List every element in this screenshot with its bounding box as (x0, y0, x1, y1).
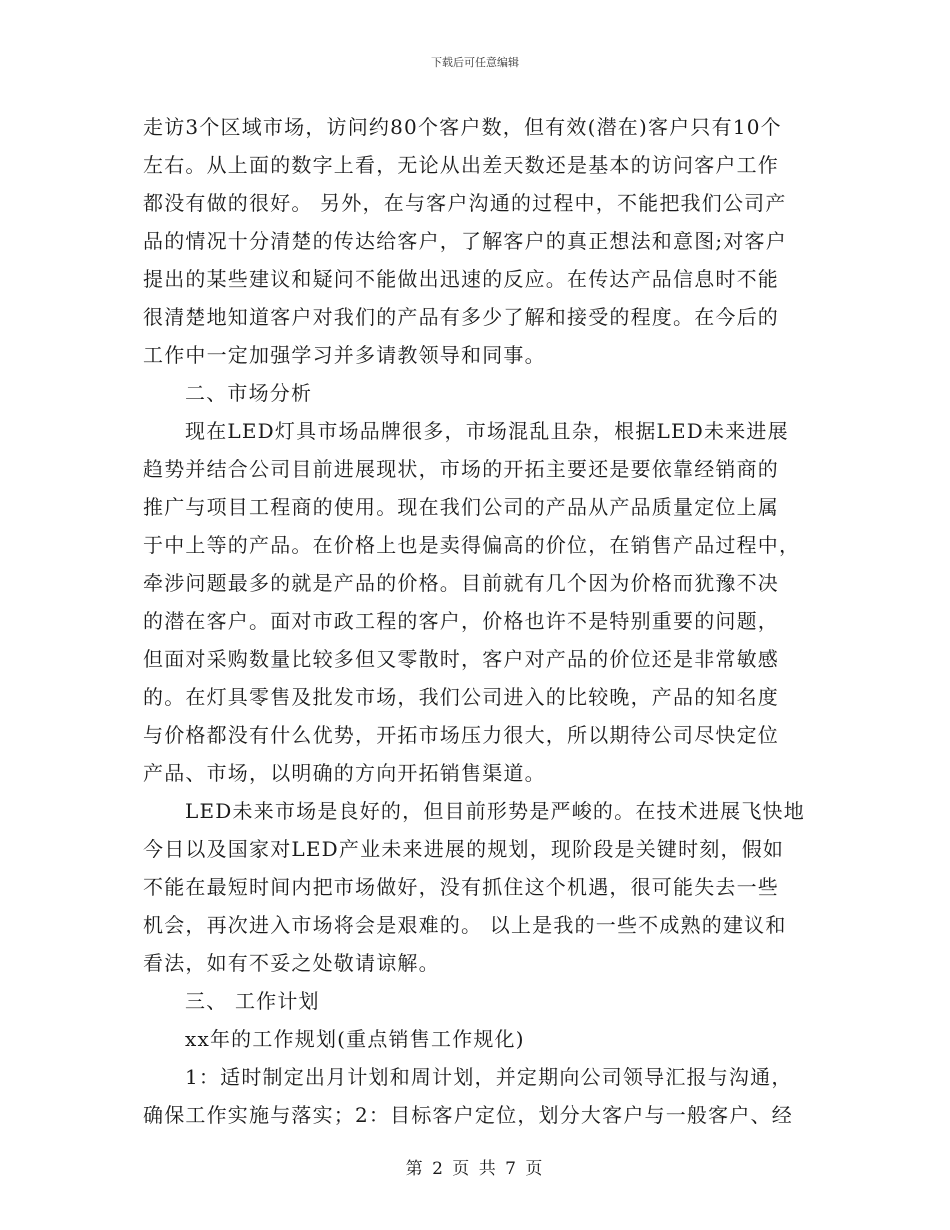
text-line: LED未来市场是良好的，但目前形势是严峻的。在技术进展飞快地 (185, 799, 805, 823)
text-line: 1：适时制定出月计划和周计划，并定期向公司领导汇报与沟通， (185, 1065, 793, 1089)
text-line: 看法，如有不妥之处敬请谅解。 (143, 951, 440, 975)
text-line: 很清楚地知道客户对我们的产品有多少了解和接受的程度。在今后的 (143, 305, 779, 329)
text-line: 提出的某些建议和疑问不能做出迅速的反应。在传达产品信息时不能 (143, 267, 779, 291)
text-line: 与价格都没有什么优势，开拓市场压力很大，所以期待公司尽快定位 (143, 723, 779, 747)
text-line: 推广与项目工程商的使用。现在我们公司的产品从产品质量定位上属 (143, 495, 779, 519)
text-line: 走访3个区域市场，访问约80个客户数，但有效(潜在)客户只有10个 (143, 115, 782, 139)
text-line: 确保工作实施与落实；2：目标客户定位，划分大客户与一般客户、经 (143, 1103, 793, 1127)
text-line: 不能在最短时间内把市场做好，没有抓住这个机遇，很可能失去一些 (143, 875, 779, 899)
text-line: 现在LED灯具市场品牌很多，市场混乱且杂，根据LED未来进展 (185, 419, 789, 443)
text-line: 都没有做的很好。 另外，在与客户沟通的过程中，不能把我们公司产 (143, 191, 787, 215)
page-footer: 第 2 页 共 7 页 (405, 1159, 545, 1179)
text-line: 工作中一定加强学习并多请教领导和同事。 (143, 343, 546, 367)
text-line: 于中上等的产品。在价格上也是卖得偏高的价位，在销售产品过程中， (143, 533, 801, 557)
text-line: 三、 工作计划 (185, 989, 320, 1013)
text-line: 牵涉问题最多的就是产品的价格。目前就有几个因为价格而犹豫不决 (143, 571, 779, 595)
text-line: 品的情况十分清楚的传达给客户，了解客户的真正想法和意图;对客户 (143, 229, 787, 253)
text-line: 但面对采购数量比较多但又零散时，客户对产品的价位还是非常敏感 (143, 647, 779, 671)
text-line: 二、市场分析 (185, 381, 313, 405)
text-line: 左右。从上面的数字上看，无论从出差天数还是基本的访问客户工作 (143, 153, 779, 177)
page-header: 下载后可任意编辑 (431, 56, 519, 69)
text-line: 的潜在客户。面对市政工程的客户，价格也许不是特别重要的问题， (143, 609, 779, 633)
text-line: xx年的工作规划(重点销售工作规化) (185, 1027, 525, 1051)
text-line: 机会，再次进入市场将会是艰难的。 以上是我的一些不成熟的建议和 (143, 913, 787, 937)
text-line: 今日以及国家对LED产业未来进展的规划，现阶段是关键时刻，假如 (143, 837, 785, 861)
document-body (143, 108, 811, 1134)
text-line: 的。在灯具零售及批发市场，我们公司进入的比较晚，产品的知名度 (143, 685, 779, 709)
text-line: 产品、市场，以明确的方向开拓销售渠道。 (143, 761, 546, 785)
text-line: 趋势并结合公司目前进展现状，市场的开拓主要还是要依靠经销商的 (143, 457, 779, 481)
